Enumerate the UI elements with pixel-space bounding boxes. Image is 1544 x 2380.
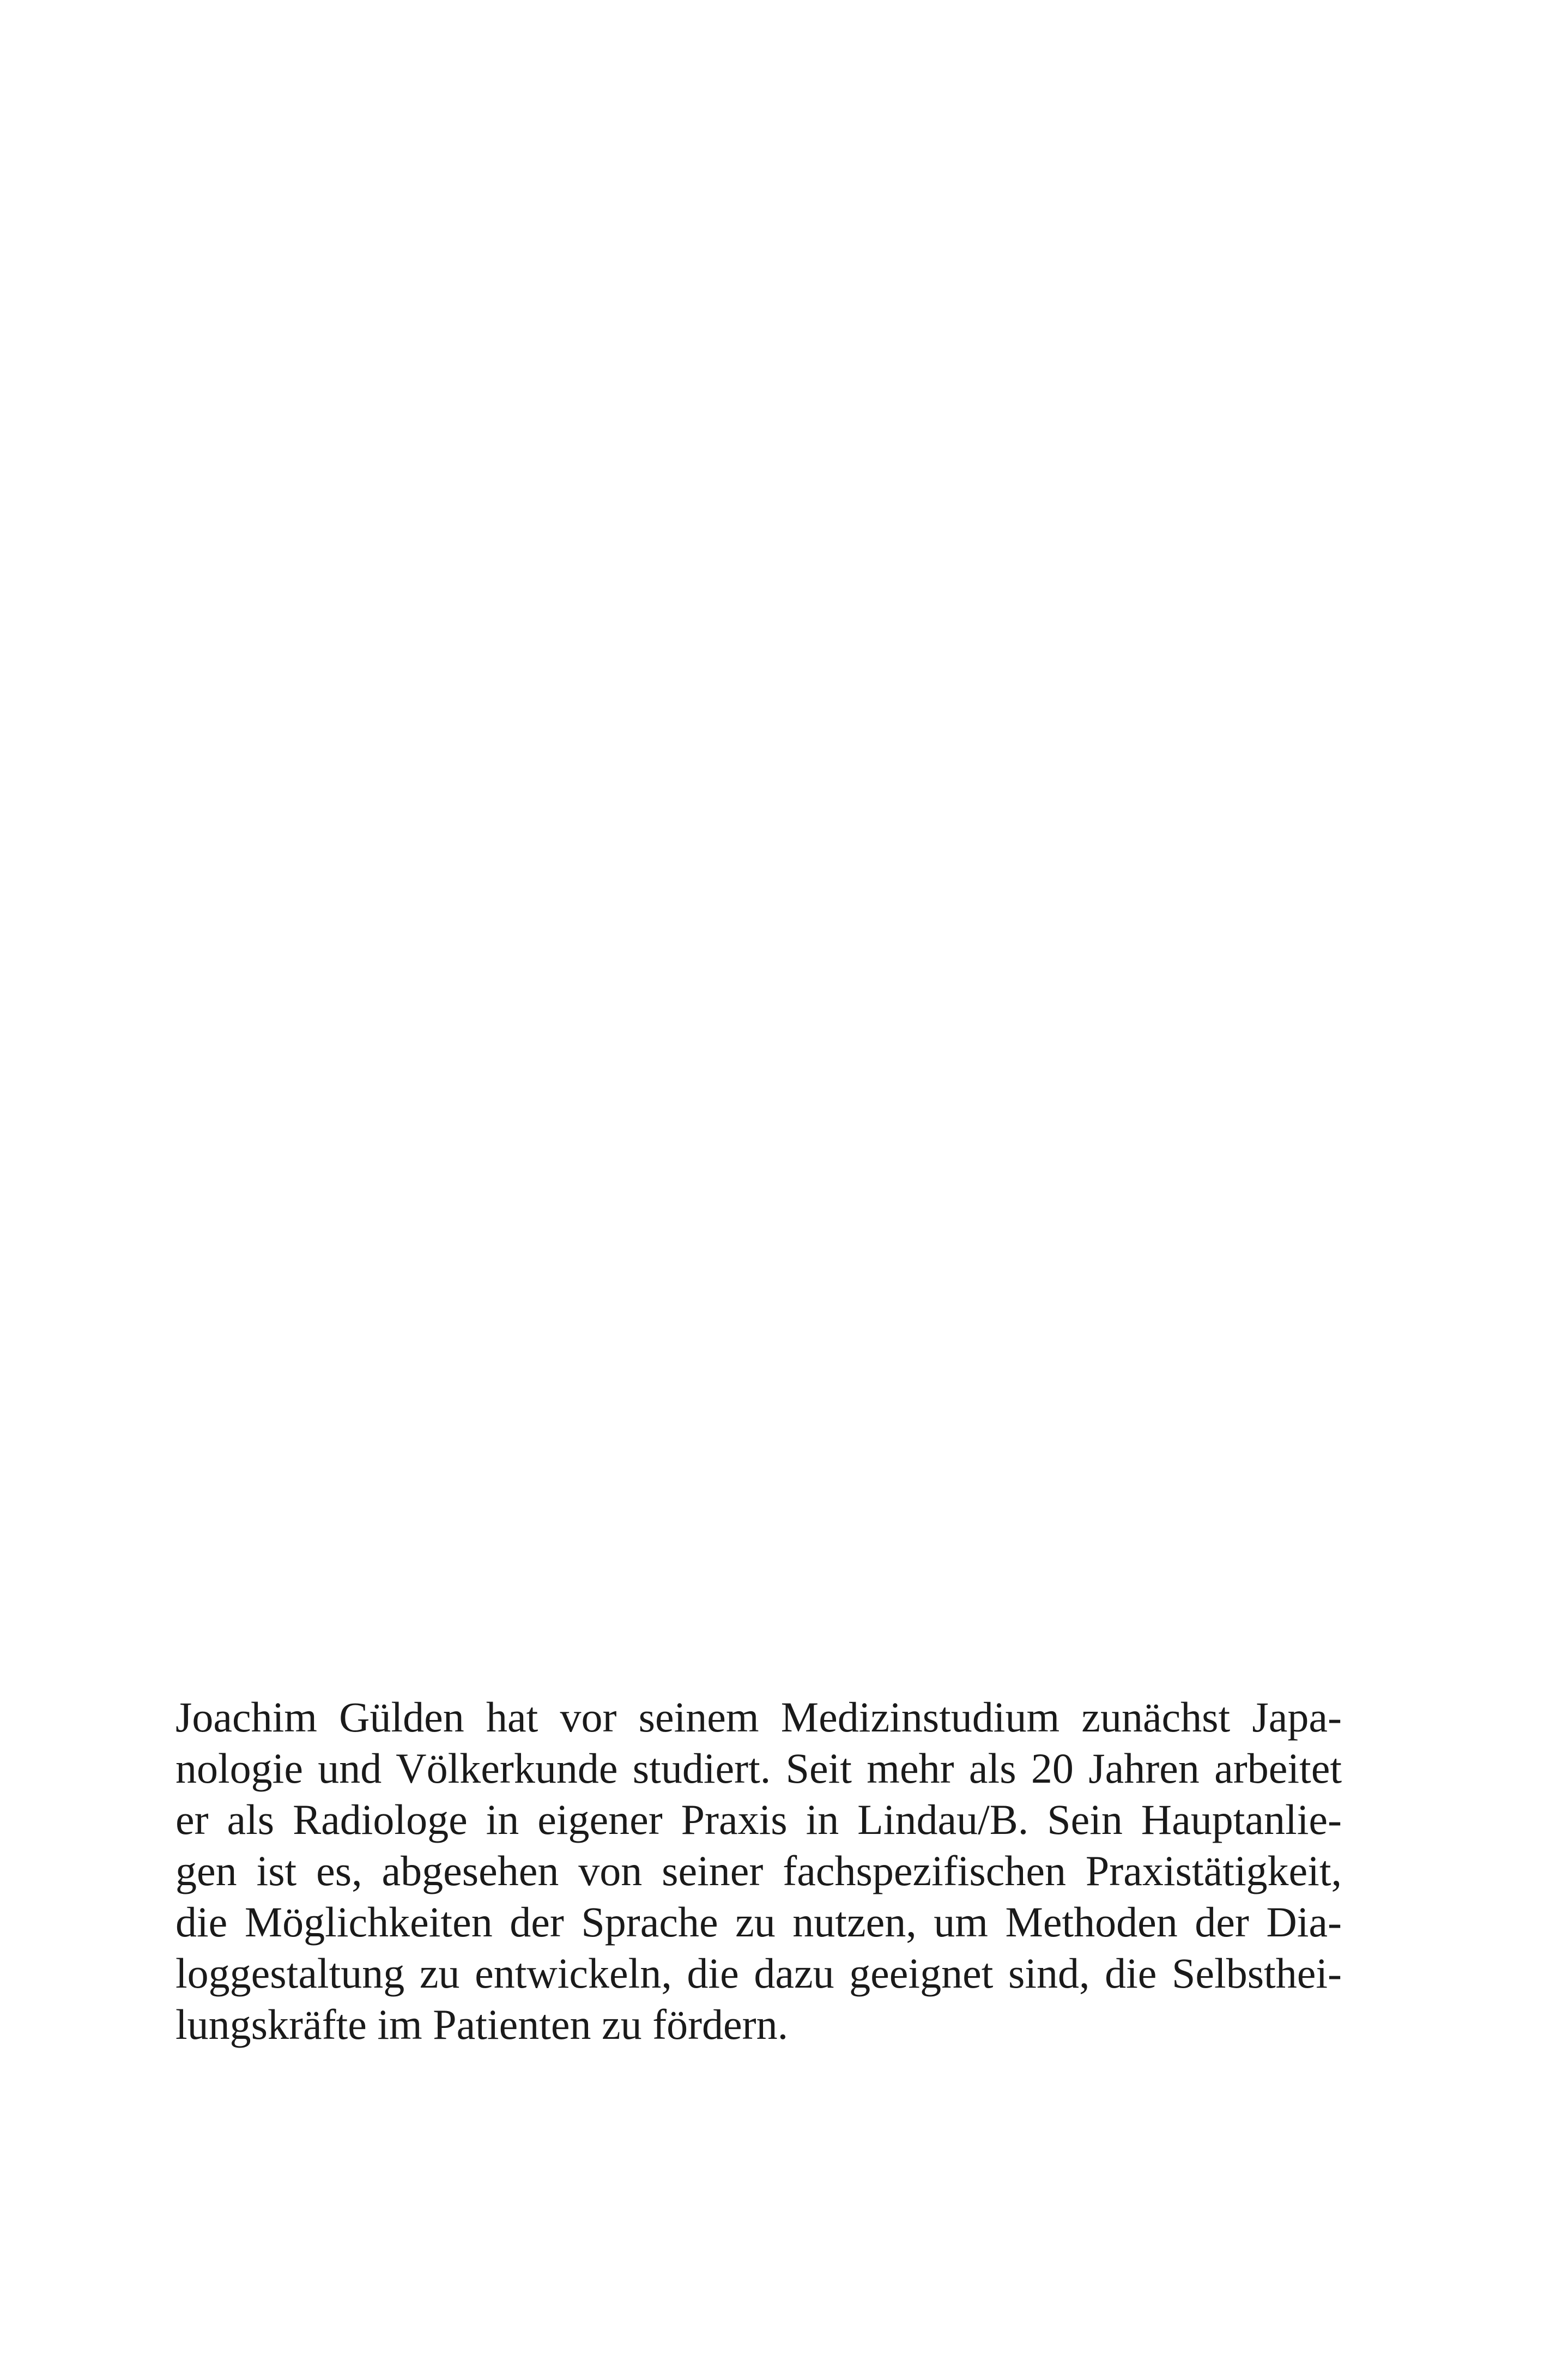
biography-line-5: die Möglichkeiten der Sprache zu nutzen, um Methoden der Dia- [175,1898,1342,1946]
biography-line-2: nologie und Völkerkunde studiert. Seit mehr als 20 Jahren arbeitet [175,1745,1342,1792]
biography-line-1: Joachim Gülden hat vor seinem Medizinstudium zunächst Japa- [175,1693,1342,1741]
biography-line-3: er als Radiologe in eigener Praxis in Lindau/B. Sein Hauptanlie- [175,1796,1342,1843]
biography-line-4: gen ist es, abgesehen von seiner fachspezifischen Praxistätigkeit, [175,1847,1342,1894]
biography-line-7: lungskräfte im Patienten zu fördern. [175,2001,789,2048]
author-biography-paragraph [175,1692,1342,2050]
biography-line-6: loggestaltung zu entwickeln, die dazu geeignet sind, die Selbsthei- [175,1949,1342,1997]
